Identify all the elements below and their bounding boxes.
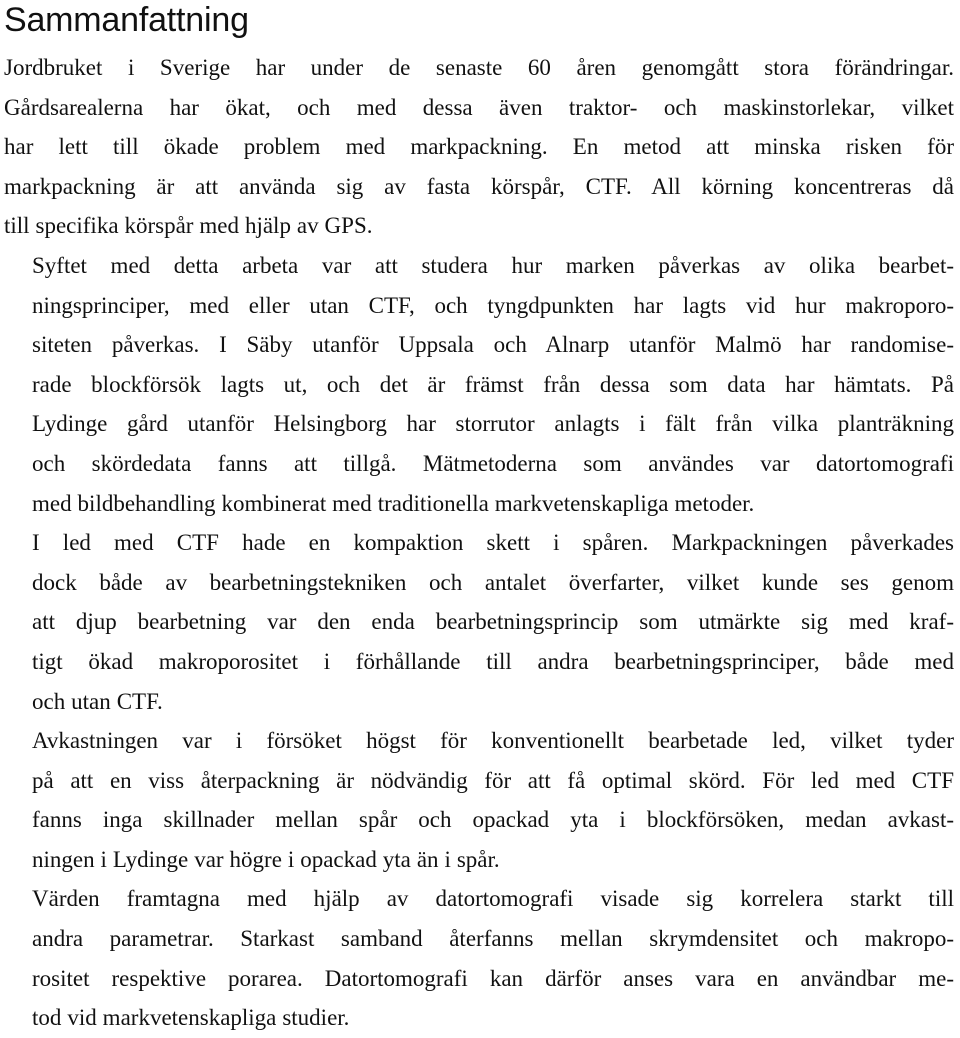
document-page <box>4 0 954 1038</box>
text-line: tod vid markvetenskapliga studier. <box>32 1005 350 1031</box>
text-line: och skördedata fanns att tillgå. Mätmetoderna som användes var datortomografi <box>32 450 954 476</box>
paragraph-1 <box>4 48 954 246</box>
text-line: siteten påverkas. I Säby utanför Uppsala och Alnarp utanför Malmö har randomise- <box>32 332 954 358</box>
text-line: rositet respektive porarea. Datortomografi kan därför anses vara en användbar me- <box>32 965 954 991</box>
text-line: har lett till ökade problem med markpackning. En metod att minska risken för <box>4 134 954 160</box>
text-line: markpackning är att använda sig av fasta körspår, CTF. All körning koncentreras då <box>4 173 954 199</box>
text-line: Gårdsarealerna har ökat, och med dessa även traktor- och maskinstorlekar, vilket <box>4 94 954 120</box>
text-line: Syftet med detta arbeta var att studera hur marken påverkas av olika bearbet- <box>32 252 954 278</box>
paragraph-2 <box>4 246 954 523</box>
text-line: att djup bearbetning var den enda bearbetningsprincip som utmärkte sig med kraf- <box>32 609 954 635</box>
paragraph-4 <box>4 721 954 879</box>
section-heading: Sammanfattning <box>4 1 249 39</box>
text-line: till specifika körspår med hjälp av GPS. <box>4 213 373 239</box>
summary-body <box>4 48 954 1038</box>
text-line: ningen i Lydinge var högre i opackad yta än i spår. <box>32 846 500 872</box>
text-line: på att en viss återpackning är nödvändig för att få optimal skörd. För led med CTF <box>32 767 954 793</box>
text-line: rade blockförsök lagts ut, och det är främst från dessa som data har hämtats. På <box>32 371 954 397</box>
text-line: ningsprinciper, med eller utan CTF, och tyngdpunkten har lagts vid hur makroporo- <box>32 292 954 318</box>
text-line: tigt ökad makroporositet i förhållande till andra bearbetningsprinciper, både med <box>32 648 954 674</box>
text-line: andra parametrar. Starkast samband återfanns mellan skrymdensitet och makropo- <box>32 926 954 952</box>
text-line: dock både av bearbetningstekniken och antalet överfarter, vilket kunde ses genom <box>32 569 954 595</box>
text-line: Jordbruket i Sverige har under de senaste 60 åren genomgått stora förändringar. <box>4 55 954 80</box>
text-line: och utan CTF. <box>32 688 163 714</box>
paragraph-3 <box>4 523 954 721</box>
text-line: Avkastningen var i försöket högst för konventionellt bearbetade led, vilket tyder <box>32 728 954 754</box>
text-line: Lydinge gård utanför Helsingborg har storrutor anlagts i fält från vilka planträkning <box>32 411 954 437</box>
text-line: Värden framtagna med hjälp av datortomografi visade sig korrelera starkt till <box>32 886 954 912</box>
text-line: fanns inga skillnader mellan spår och opackad yta i blockförsöken, medan avkast- <box>32 807 954 833</box>
paragraph-5 <box>4 879 954 1037</box>
text-line: med bildbehandling kombinerat med traditionella markvetenskapliga metoder. <box>32 490 755 516</box>
text-line: I led med CTF hade en kompaktion skett i spåren. Markpackningen påverkades <box>32 530 954 556</box>
